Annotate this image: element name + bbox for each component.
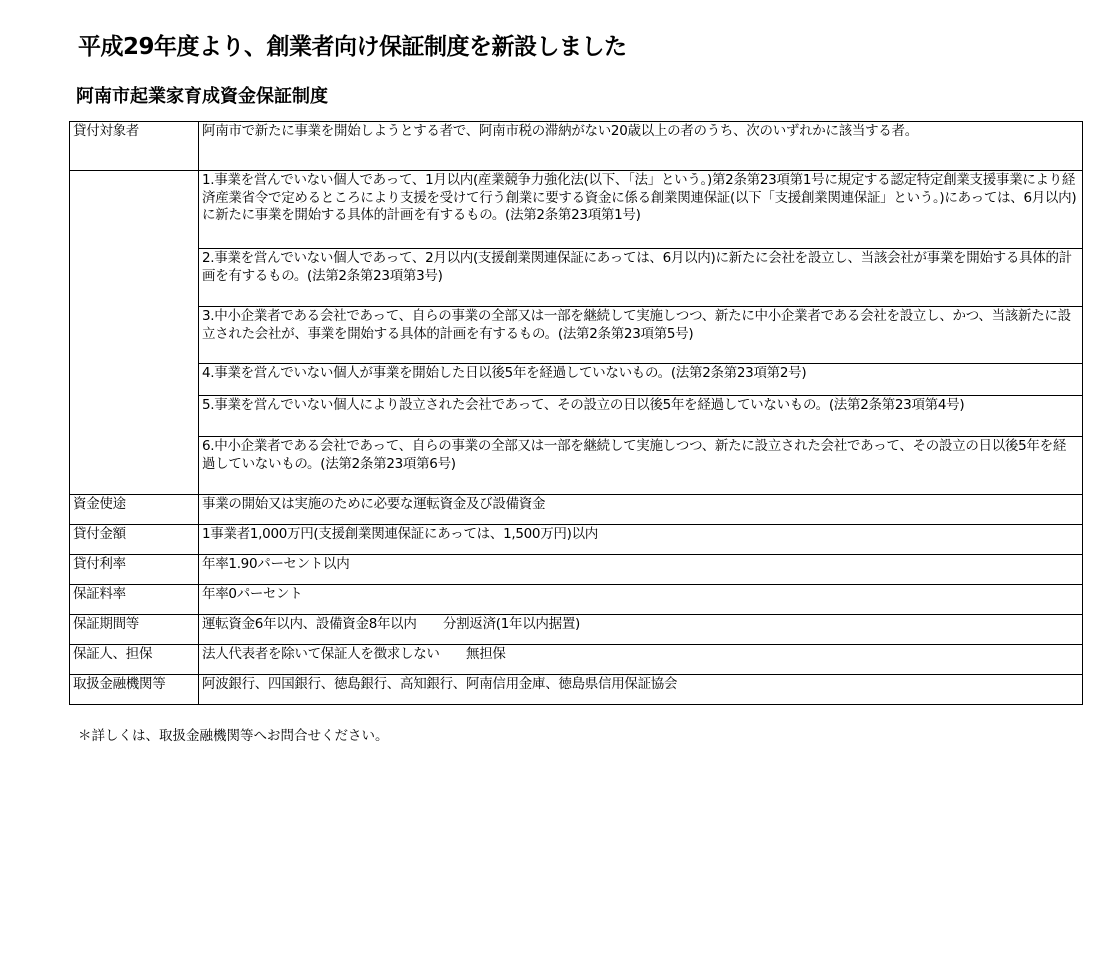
row-label-eligibility: 貸付対象者 xyxy=(70,122,199,171)
condition-item-6: 6.中小企業者である会社であって、自らの事業の全部又は一部を継続して実施しつつ、新たに設立された会社であって、その設立の日以後5年を経過していないもの。(法第2条第23項第6号) xyxy=(199,437,1083,495)
table-row xyxy=(70,675,1083,705)
section-title: 阿南市起業家育成資金保証制度 xyxy=(76,86,328,107)
eligibility-intro: 阿南市で新たに事業を開始しようとする者で、阿南市税の滞納がない20歳以上の者のうち、次のいずれかに該当する者。 xyxy=(199,122,1083,171)
condition-item-3: 3.中小企業者である会社であって、自らの事業の全部又は一部を継続して実施しつつ、新たに中小企業者である会社を設立し、かつ、当該新たに設立された会社が、事業を開始する具体的計画を有するもの。(法第2条第23項第5号) xyxy=(199,307,1083,364)
table-row xyxy=(70,495,1083,525)
condition-item-1: 1.事業を営んでいない個人であって、1月以内(産業競争力強化法(以下、「法」という。)第2条第23項第1号に規定する認定特定創業支援事業により経済産業省令で定めるところにより支援を受けて行う創業に要する資金に係る創業関連保証(以下「支援創業関連保証」という。)にあっては、6月以内)に新たに事業を開始する具体的計画を有するもの。(法第2条第23項第1号) xyxy=(199,171,1083,249)
table-row-condition xyxy=(70,364,1083,396)
row-label: 取扱金融機関等 xyxy=(70,675,199,705)
table-row xyxy=(70,585,1083,615)
table-row xyxy=(70,615,1083,645)
row-label: 保証料率 xyxy=(70,585,199,615)
row-label: 保証期間等 xyxy=(70,615,199,645)
table-row-condition xyxy=(70,307,1083,364)
table-row-condition xyxy=(70,396,1083,437)
footnote: ＊詳しくは、取扱金融機関等へお問合せください。 xyxy=(78,728,389,744)
row-value: 1事業者1,000万円(支援創業関連保証にあっては、1,500万円)以内 xyxy=(199,525,1083,555)
row-value: 阿波銀行、四国銀行、徳島銀行、高知銀行、阿南信用金庫、徳島県信用保証協会 xyxy=(199,675,1083,705)
row-label: 保証人、担保 xyxy=(70,645,199,675)
table-row-condition xyxy=(70,437,1083,495)
page-title: 平成29年度より、創業者向け保証制度を新設しました xyxy=(78,34,627,60)
condition-item-2: 2.事業を営んでいない個人であって、2月以内(支援創業関連保証にあっては、6月以内)に新たに会社を設立し、当該会社が事業を開始する具体的計画を有するもの。(法第2条第23項第3号) xyxy=(199,249,1083,307)
row-value: 運転資金6年以内、設備資金8年以内 分割返済(1年以内据置) xyxy=(199,615,1083,645)
row-value: 事業の開始又は実施のために必要な運転資金及び設備資金 xyxy=(199,495,1083,525)
row-label-empty xyxy=(70,171,199,495)
condition-item-5: 5.事業を営んでいない個人により設立された会社であって、その設立の日以後5年を経過していないもの。(法第2条第23項第4号) xyxy=(199,396,1083,437)
guarantee-table xyxy=(69,121,1083,705)
row-label: 貸付利率 xyxy=(70,555,199,585)
row-label: 貸付金額 xyxy=(70,525,199,555)
row-value: 年率1.90パーセント以内 xyxy=(199,555,1083,585)
table-row-condition xyxy=(70,171,1083,249)
table-row-condition xyxy=(70,249,1083,307)
table-row xyxy=(70,525,1083,555)
row-label: 資金使途 xyxy=(70,495,199,525)
condition-item-4: 4.事業を営んでいない個人が事業を開始した日以後5年を経過していないもの。(法第2条第23項第2号) xyxy=(199,364,1083,396)
table-row xyxy=(70,645,1083,675)
row-value: 法人代表者を除いて保証人を徴求しない 無担保 xyxy=(199,645,1083,675)
table-row xyxy=(70,555,1083,585)
row-value: 年率0パーセント xyxy=(199,585,1083,615)
table-row-eligibility xyxy=(70,122,1083,171)
